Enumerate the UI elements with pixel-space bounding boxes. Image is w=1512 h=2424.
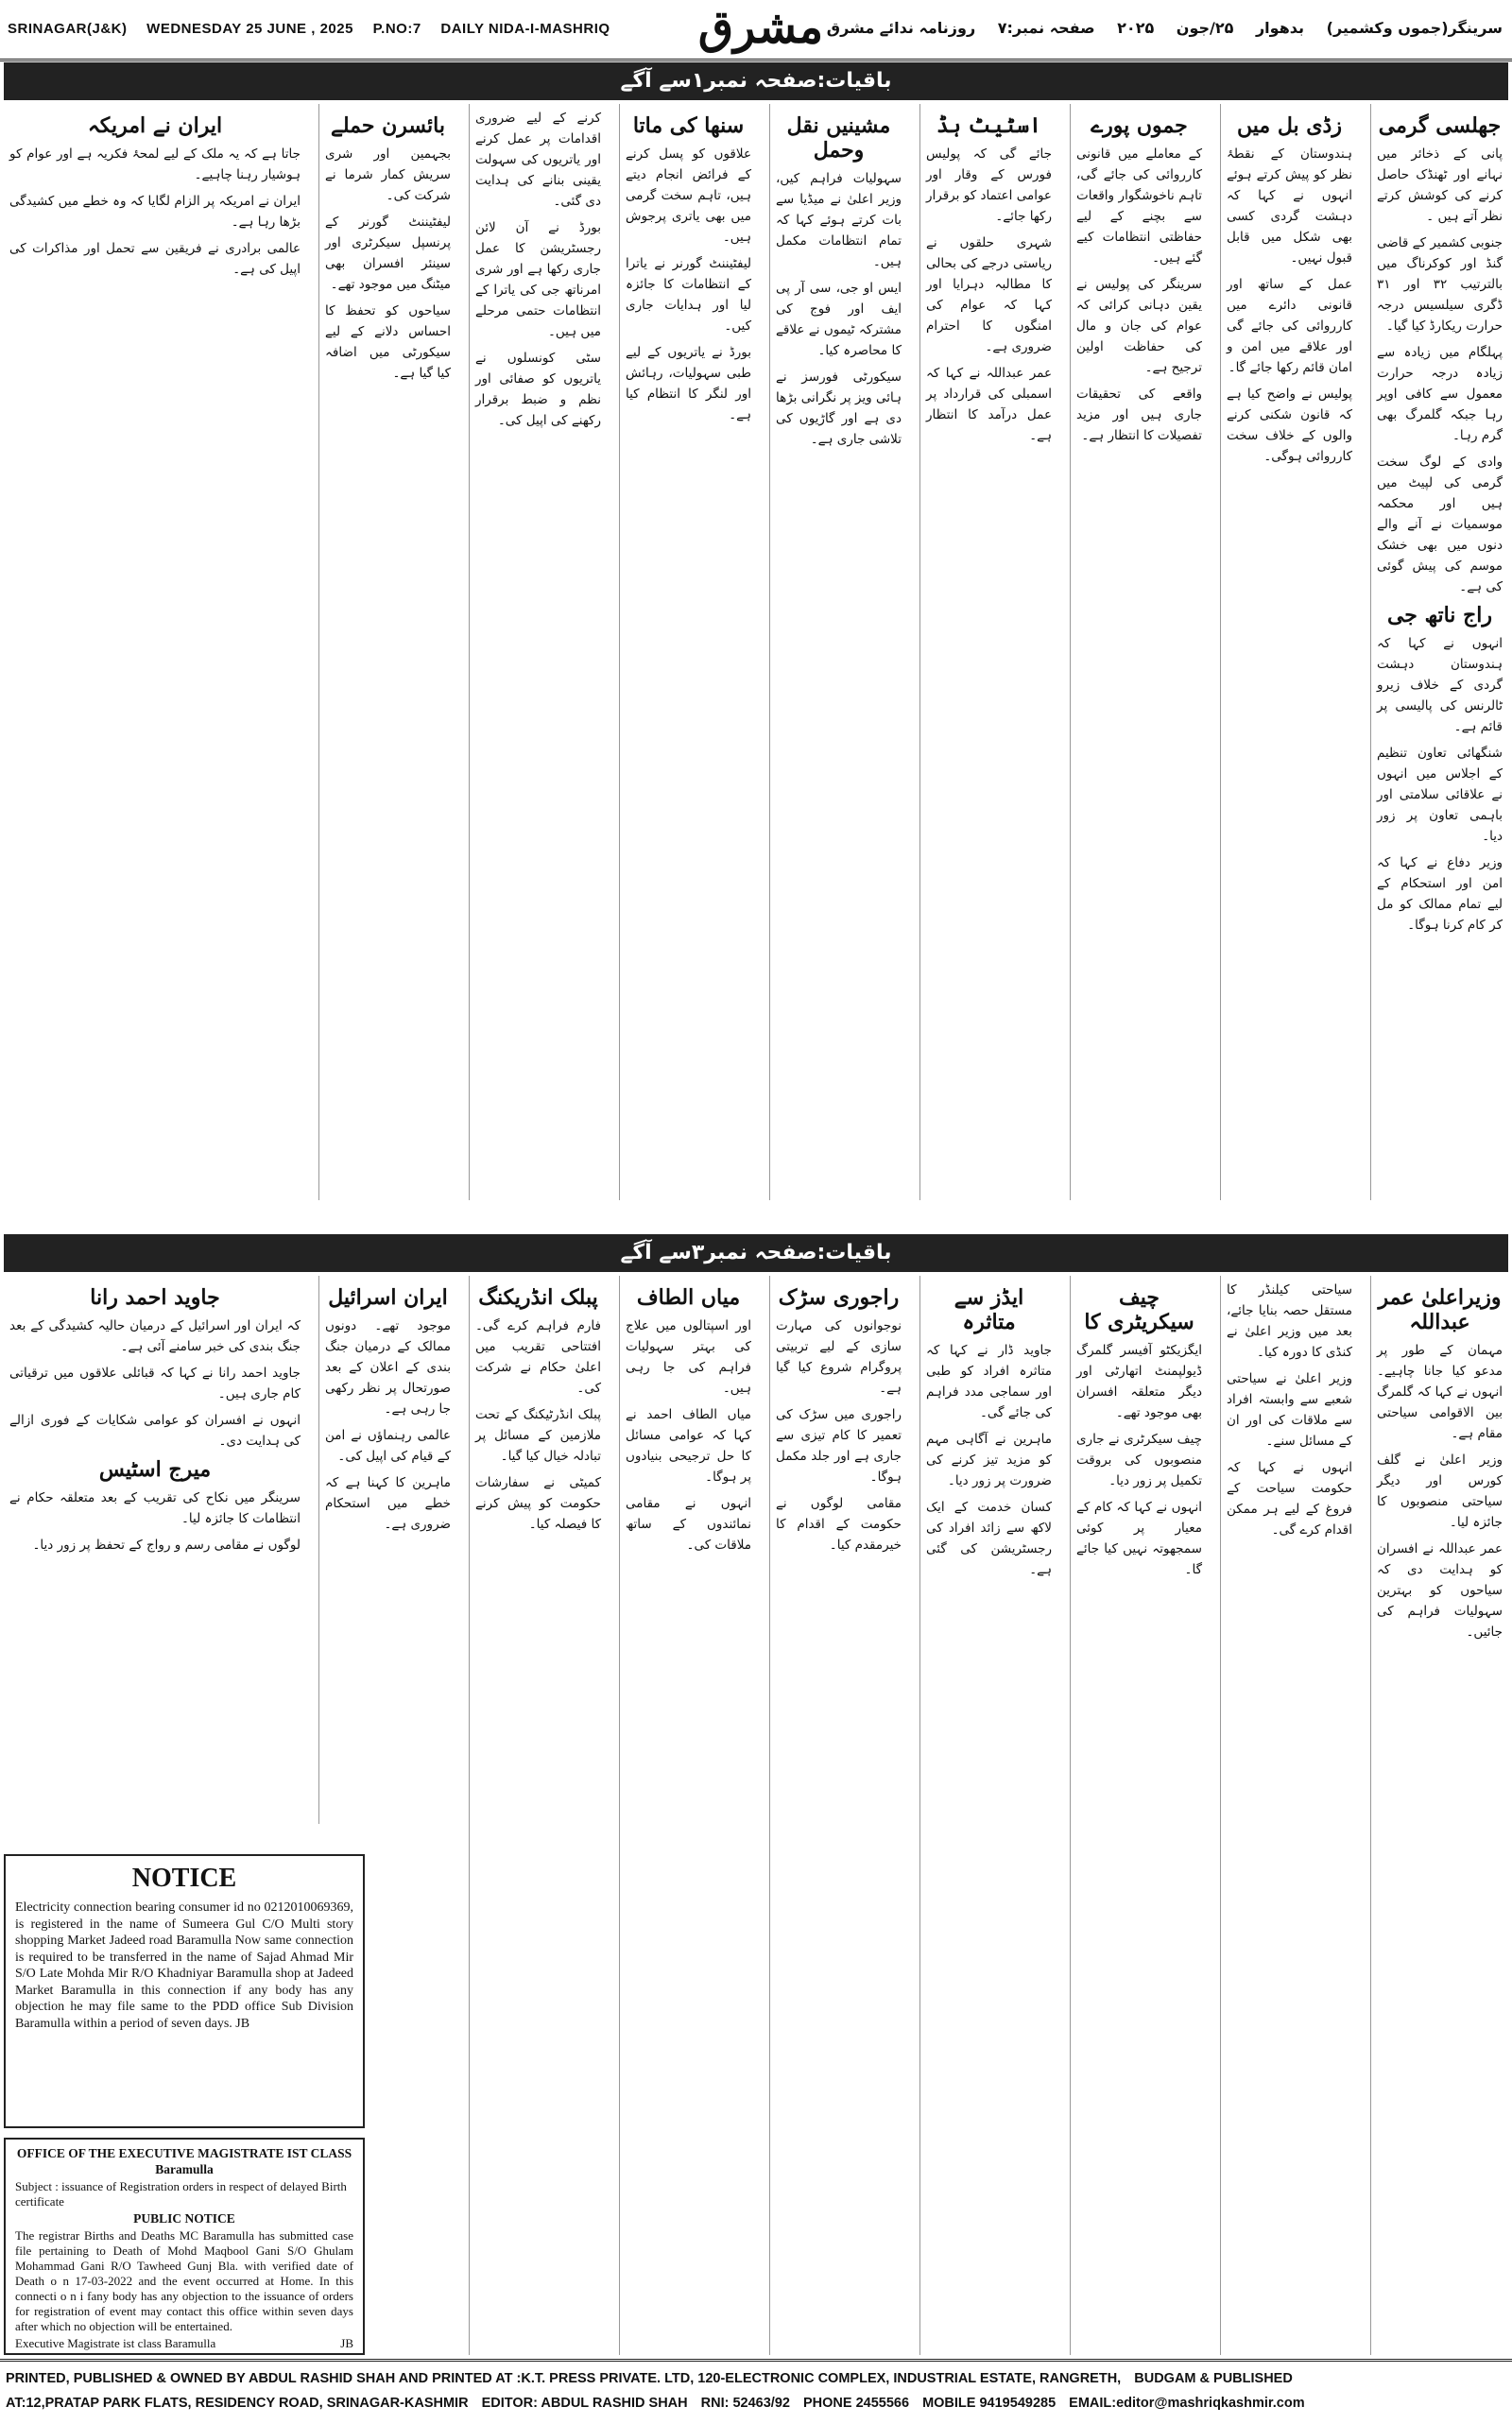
- day-ur: بدھوار: [1255, 19, 1305, 37]
- article-heading: سنھا کی ماتا: [632, 113, 745, 138]
- date-ur: ۲۵/جون: [1176, 19, 1234, 37]
- article-paragraph: سیکورٹی فورسز نے ہائی ویز پر نگرانی بڑھا دی ہے اور گاڑیوں کی تلاشی جاری ہے۔: [776, 370, 902, 447]
- notice-body: Electricity connection bearing consumer id no 0212010069369, is registered in the name of Sumeera Gul C/O Multi story shopping Market Jadeed road Baramulla Now same connection is required to be transferred in the name of Sajad Ahmad Mir S/O Late Mohda Mir R/O Khadniyar Baramulla shop at Jadeed Market Baramulla in this connection if any body has any objection he may file same to the PDD office Sub Division Baramulla within a period of seven days. JB: [15, 1900, 353, 2031]
- article-heading: بائسرن حملے: [330, 113, 446, 138]
- article-paragraph: نوجوانوں کی مہارت سازی کے لیے تربیتی پروگرام شروع کیا گیا ہے۔: [776, 1318, 902, 1396]
- article-paragraph: پانی کے ذخائر میں نہانے اور ٹھنڈک حاصل کرنے کی کوشش کرتے نظر آتے ہیں ۔: [1377, 146, 1503, 224]
- page-no-ur: صفحہ نمبر:۷: [997, 19, 1095, 37]
- article-heading: وزیراعلیٰ عمر عبداللہ: [1378, 1285, 1502, 1334]
- article-paragraph: کے معاملے میں قانونی کارروائی کی جائے گی، تاہم ناخوشگوار واقعات سے بچنے کے لیے حفاظتی انتظامات کیے گئے ہیں۔: [1076, 146, 1202, 266]
- article-column: [619, 104, 757, 1200]
- article-column: [1220, 1276, 1358, 2355]
- article-column: [469, 104, 607, 1200]
- article-heading: پبلک انڈریکنگ: [478, 1285, 598, 1310]
- article-heading: جاوید احمد رانا: [90, 1285, 220, 1310]
- article-paragraph: وزیر دفاع نے کہا کہ امن اور استحکام کے لیے تمام ممالک کو مل کر کام کرنا ہوگا۔: [1377, 855, 1503, 933]
- article-paragraph: پولیس نے واضح کیا ہے کہ قانون شکنی کرنے والوں کے خلاف سخت کارروائی ہوگی۔: [1227, 387, 1352, 464]
- exec-office: OFFICE OF THE EXECUTIVE MAGISTRATE IST CLASS Baramulla: [16, 2146, 352, 2176]
- article-column: [1070, 104, 1208, 1200]
- article-paragraph: اور اسپتالوں میں علاج کی بہتر سہولیات فراہم کی جا رہی ہیں۔: [626, 1318, 751, 1396]
- article-paragraph: وزیر اعلیٰ نے گلف کورس اور دیگر سیاحتی منصوبوں کا جائزہ لیا۔: [1377, 1453, 1503, 1530]
- article-paragraph: سٹی کونسلوں نے یاتریوں کو صفائی اور نظم و ضبط برقرار رکھنے کی اپیل کی۔: [475, 351, 601, 428]
- article-heading: ایران اسرائیل: [328, 1285, 448, 1310]
- article-column: [469, 1276, 607, 2355]
- masthead-english: [8, 21, 626, 37]
- notice-title: NOTICE: [131, 1864, 237, 1893]
- imprint-line-1: [6, 2371, 1506, 2386]
- place-ur: سرینگر(جموں وکشمیر): [1326, 19, 1503, 37]
- article-paragraph: ایران نے امریکہ پر الزام لگایا کہ وہ خطے میں کشیدگی بڑھا رہا ہے۔: [9, 194, 301, 230]
- article-heading: میرج اسٹیس: [98, 1457, 212, 1482]
- article-paragraph: عالمی رہنماؤں نے امن کے قیام کی اپیل کی۔: [325, 1428, 451, 1464]
- date-en: WEDNESDAY 25 JUNE , 2025: [146, 21, 353, 37]
- paper-logo: مشرق: [697, 1, 824, 54]
- article-heading: راج ناتھ جی: [1386, 603, 1493, 627]
- article-heading: جھلسی گرمی: [1378, 113, 1502, 138]
- article-paragraph: ہندوستان کے نقطۂ نظر کو پیش کرتے ہوئے انہوں نے کہا کہ دہشت گردی کسی بھی شکل میں قابل قبول نہیں۔: [1227, 146, 1352, 266]
- exec-subject: Subject : issuance of Registration orders in respect of delayed Birth certificate: [15, 2179, 347, 2209]
- article-heading: جموں پورے: [1091, 113, 1188, 138]
- article-heading: ایڈز سے متاثرہ: [954, 1285, 1024, 1334]
- article-heading: ایران نے امریکہ: [87, 113, 223, 138]
- article-column: [919, 104, 1057, 1200]
- article-paragraph: کمیٹی نے سفارشات حکومت کو پیش کرنے کا فیصلہ کیا۔: [475, 1475, 601, 1532]
- mobile: MOBILE 9419549285: [922, 2396, 1057, 2411]
- article-paragraph: راجوری میں سڑک کی تعمیر کا کام تیزی سے جاری ہے اور جلد مکمل ہوگا۔: [776, 1407, 902, 1485]
- article-paragraph: جاتا ہے کہ یہ ملک کے لیے لمحۂ فکریہ ہے اور عوام کو ہوشیار رہنا چاہیے۔: [9, 146, 301, 182]
- article-paragraph: موجود تھے۔ دونوں ممالک کے درمیان جنگ بندی کے اعلان کے بعد صورتحال پر نظر رکھی جا رہی ہے۔: [325, 1318, 451, 1417]
- article-paragraph: سرینگر کی پولیس نے یقین دہانی کرائی کہ عوام کی جان و مال کی حفاظت اولین ترجیح ہے۔: [1076, 277, 1202, 375]
- article-paragraph: عمر عبداللہ نے افسران کو ہدایت دی کہ سیاحوں کو بہترین سہولیات فراہم کی جائیں۔: [1377, 1541, 1503, 1640]
- article-paragraph: واقعے کی تحقیقات جاری ہیں اور مزید تفصیلات کا انتظار ہے۔: [1076, 387, 1202, 443]
- article-heading: میاں الطاف: [636, 1285, 741, 1310]
- masthead: [0, 0, 1512, 61]
- article-paragraph: علاقوں کو پسل کرنے کے فرائض انجام دیتے ہیں، تاہم سخت گرمی میں بھی یاتری پرجوش ہیں۔: [626, 146, 751, 245]
- top-section-title: باقیات:صفحہ نمبر۱سے آگے: [4, 62, 1508, 100]
- article-heading: راجوری سڑک: [778, 1285, 900, 1310]
- article-paragraph: بجہمین اور شری سریش کمار شرما نے شرکت کی۔: [325, 146, 451, 203]
- article-heading: چیف سیکریٹری کا: [1084, 1285, 1194, 1334]
- imprint-footer: [0, 2359, 1512, 2424]
- rni: RNI: 52463/92: [700, 2396, 790, 2411]
- article-paragraph: عالمی برادری نے فریقین سے تحمل اور مذاکرات کی اپیل کی ہے۔: [9, 241, 301, 277]
- exec-signature-code: JB: [340, 2336, 353, 2350]
- article-paragraph: جاوید احمد رانا نے کہا کہ قبائلی علاقوں میں ترقیاتی کام جاری ہیں۔: [9, 1366, 301, 1401]
- article-column: [1220, 104, 1358, 1200]
- editor: EDITOR: ABDUL RASHID SHAH: [481, 2396, 688, 2411]
- article-paragraph: سرینگر میں نکاح کی تقریب کے بعد متعلقہ حکام نے انتظامات کا جائزہ لیا۔: [9, 1490, 301, 1526]
- bottom-section-title: باقیات:صفحہ نمبر۳سے آگے: [4, 1234, 1508, 1272]
- exec-body: The registrar Births and Deaths MC Baramulla has submitted case file pertaining to Death of Mohd Maqbool Gani S/O Ghulam Mohammad Gani R/O Tawheed Gunj Bla. with verified date of Death o n 17-03-2022 and the event occurred at Home. In this connecti o n i fany body has any objection to the issuance of orders for registration of event may contact this office within seven days after which no objection will be entertained.: [15, 2228, 353, 2333]
- imprint-line-2: [6, 2396, 1506, 2411]
- article-heading: مشینیں نقل وحمل: [786, 113, 891, 163]
- article-paragraph: ایس او جی، سی آر پی ایف اور فوج کی مشترکہ ٹیموں نے علاقے کا محاصرہ کیا۔: [776, 281, 902, 358]
- public-notice-heading: PUBLIC NOTICE: [133, 2211, 235, 2226]
- article-paragraph: فارم فراہم کرے گی۔ افتتاحی تقریب میں اعلیٰ حکام نے شرکت کی۔: [475, 1318, 601, 1396]
- article-paragraph: سیاحوں کو تحفظ کا احساس دلانے کے لیے سیکورٹی میں اضافہ کیا گیا ہے۔: [325, 303, 451, 381]
- article-paragraph: شنگھائی تعاون تنظیم کے اجلاس میں انہوں نے علاقائی سلامتی اور باہمی تعاون پر زور دیا۔: [1377, 746, 1503, 844]
- article-paragraph: شہری حلقوں نے ریاستی درجے کی بحالی کا مطالبہ دہرایا اور کہا کہ عوام کی امنگوں کا احترام ضروری ہے۔: [926, 235, 1052, 354]
- article-heading: اسٹیٹ ہڈ: [936, 113, 1041, 138]
- article-paragraph: بورڈ نے یاتریوں کے لیے طبی سہولیات، رہائش اور لنگر کا انتظام کیا ہے۔: [626, 345, 751, 422]
- article-column: [919, 1276, 1057, 2355]
- executive-magistrate-notice: [4, 2138, 365, 2355]
- article-paragraph: کرنے کے لیے ضروری اقدامات پر عمل کرنے اور یاتریوں کی سہولت یقینی بنانے کی ہدایت دی گئی۔: [475, 111, 601, 209]
- address: AT:12,PRATAP PARK FLATS, RESIDENCY ROAD, SRINAGAR-KASHMIR: [6, 2396, 469, 2411]
- page-no-en: P.NO:7: [372, 21, 421, 37]
- article-column: [1070, 1276, 1208, 2355]
- article-paragraph: لوگوں نے مقامی رسم و رواج کے تحفظ پر زور دیا۔: [32, 1538, 301, 1553]
- exec-signature: Executive Magistrate ist class Baramulla: [15, 2336, 216, 2350]
- article-paragraph: ایگزیکٹو آفیسر گلمرگ ڈیولپمنٹ اتھارٹی اور دیگر متعلقہ افسران بھی موجود تھے۔: [1076, 1343, 1202, 1420]
- place-en: SRINAGAR(J&K): [8, 21, 128, 37]
- article-paragraph: انہوں نے افسران کو عوامی شکایات کے فوری ازالے کی ہدایت دی۔: [9, 1413, 301, 1449]
- article-paragraph: انہوں نے کہا کہ ہندوستان دہشت گردی کے خلاف زیرو ٹالرنس کی پالیسی پر قائم ہے۔: [1377, 636, 1503, 734]
- email: EMAIL:editor@mashriqkashmir.com: [1069, 2396, 1305, 2411]
- article-column: [4, 104, 306, 1200]
- article-paragraph: انہوں نے کہا کہ کام کے معیار پر کوئی سمجھوتہ نہیں کیا جائے گا۔: [1076, 1500, 1202, 1577]
- article-column: [1370, 104, 1508, 1200]
- article-paragraph: مہمان کے طور پر مدعو کیا جانا چاہیے۔ انہوں نے کہا کہ گلمرگ بین الاقوامی سیاحتی مقام ہے۔: [1377, 1343, 1503, 1441]
- article-paragraph: مقامی لوگوں نے حکومت کے اقدام کا خیرمقدم کیا۔: [776, 1496, 902, 1553]
- article-paragraph: لیفٹیننٹ گورنر کے پرنسپل سیکرٹری اور سینئر افسران بھی میٹنگ میں موجود تھے۔: [325, 215, 451, 292]
- article-column: [1370, 1276, 1508, 2355]
- article-paragraph: انہوں نے مقامی نمائندوں کے ساتھ ملاقات کی۔: [626, 1496, 751, 1553]
- article-column: [769, 104, 907, 1200]
- masthead-urdu: [810, 19, 1503, 37]
- article-paragraph: وزیر اعلیٰ نے سیاحتی شعبے سے وابستہ افراد سے ملاقات کی اور ان کے مسائل سنے۔: [1227, 1371, 1352, 1449]
- article-paragraph: ماہرین نے آگاہی مہم کو مزید تیز کرنے کی ضرورت پر زور دیا۔: [926, 1432, 1052, 1488]
- top-section-columns: [4, 104, 1508, 1200]
- article-paragraph: جنوبی کشمیر کے قاضی گنڈ اور کوکرناگ میں بالترتیب ۳۲ اور ۳۱ ڈگری سیلسیس درجہ حرارت ریکارڈ کیا گیا۔: [1377, 235, 1503, 334]
- article-paragraph: ماہرین کا کہنا ہے کہ خطے میں استحکام ضروری ہے۔: [325, 1475, 451, 1532]
- article-paragraph: وادی کے لوگ سخت گرمی کی لپیٹ میں ہیں اور محکمہ موسمیات نے آنے والے دنوں میں بھی خشک موسم کی پیش گوئی کی ہے۔: [1377, 455, 1503, 594]
- article-paragraph: میاں الطاف احمد نے کہا کہ عوامی مسائل کا حل ترجیحی بنیادوں پر ہوگا۔: [626, 1407, 751, 1485]
- electricity-notice: [4, 1854, 365, 2128]
- article-paragraph: انہوں نے کہا کہ حکومت سیاحت کے فروغ کے لیے ہر ممکن اقدام کرے گی۔: [1227, 1460, 1352, 1538]
- article-paragraph: بورڈ نے آن لائن رجسٹریشن کا عمل جاری رکھا ہے اور شری امرناتھ جی کی یاترا کے انتظامات حتمی مرحلے میں ہیں۔: [475, 220, 601, 339]
- article-paragraph: پہلگام میں زیادہ سے زیادہ درجہ حرارت معمول سے کافی اوپر رہا جبکہ گلمرگ بھی گرم رہا۔: [1377, 345, 1503, 443]
- article-paragraph: سیاحتی کیلنڈر کا مستقل حصہ بنایا جائے، بعد میں وزیر اعلیٰ نے کنڈی کا دورہ کیا۔: [1227, 1282, 1352, 1360]
- article-heading: زڈی بل میں: [1237, 113, 1342, 138]
- year-ur: ۲۰۲۵: [1117, 19, 1155, 37]
- paper-name-ur: روزنامہ ندائے مشرق: [826, 19, 976, 37]
- article-paragraph: کسان خدمت کے ایک لاکھ سے زائد افراد کی رجسٹریشن کی گئی ہے۔: [926, 1500, 1052, 1577]
- place-right: BUDGAM & PUBLISHED: [1134, 2371, 1293, 2386]
- printed-by: PRINTED, PUBLISHED & OWNED BY ABDUL RASHID SHAH AND PRINTED AT :K.T. PRESS PRIVATE. LTD, 120-ELECTRONIC COMPLEX, INDUSTRIAL ESTATE, RANGRETH,: [6, 2371, 1122, 2386]
- article-paragraph: جائے گی کہ پولیس فورس کے وقار اور عوامی اعتماد کو برقرار رکھا جائے۔: [926, 146, 1052, 224]
- article-paragraph: پبلک انڈرٹیکنگ کے تحت ملازمین کے مسائل پر تبادلہ خیال کیا گیا۔: [475, 1407, 601, 1464]
- article-paragraph: جاوید ڈار نے کہا کہ متاثرہ افراد کو طبی اور سماجی مدد فراہم کی جائے گی۔: [926, 1343, 1052, 1420]
- article-column: [769, 1276, 907, 2355]
- paper-name-en: DAILY NIDA-I-MASHRIQ: [440, 21, 610, 37]
- exec-signature-row: [15, 2336, 353, 2351]
- article-column: [619, 1276, 757, 2355]
- article-paragraph: لیفٹیننٹ گورنر نے یاترا کے انتظامات کا جائزہ لیا اور ہدایات جاری کیں۔: [626, 256, 751, 334]
- article-paragraph: عمل کے ساتھ اور قانونی دائرے میں کارروائی کی جائے گی اور علاقے میں امن و امان قائم رکھا جائے گا۔: [1227, 277, 1352, 375]
- article-column: [318, 1276, 456, 1824]
- phone: PHONE 2455566: [803, 2396, 910, 2411]
- article-column: [4, 1276, 306, 1824]
- article-paragraph: کہ ایران اور اسرائیل کے درمیان حالیہ کشیدگی کے بعد جنگ بندی کی خبر سامنے آئی ہے۔: [9, 1318, 301, 1354]
- article-paragraph: چیف سیکرٹری نے جاری منصوبوں کی بروقت تکمیل پر زور دیا۔: [1076, 1432, 1202, 1488]
- article-paragraph: سہولیات فراہم کیں، وزیر اعلیٰ نے میڈیا سے بات کرتے ہوئے کہا کہ تمام انتظامات مکمل ہیں۔: [776, 171, 902, 269]
- article-column: [318, 104, 456, 1200]
- article-paragraph: عمر عبداللہ نے کہا کہ اسمبلی کی قرارداد پر عمل درآمد کا انتظار ہے۔: [926, 366, 1052, 443]
